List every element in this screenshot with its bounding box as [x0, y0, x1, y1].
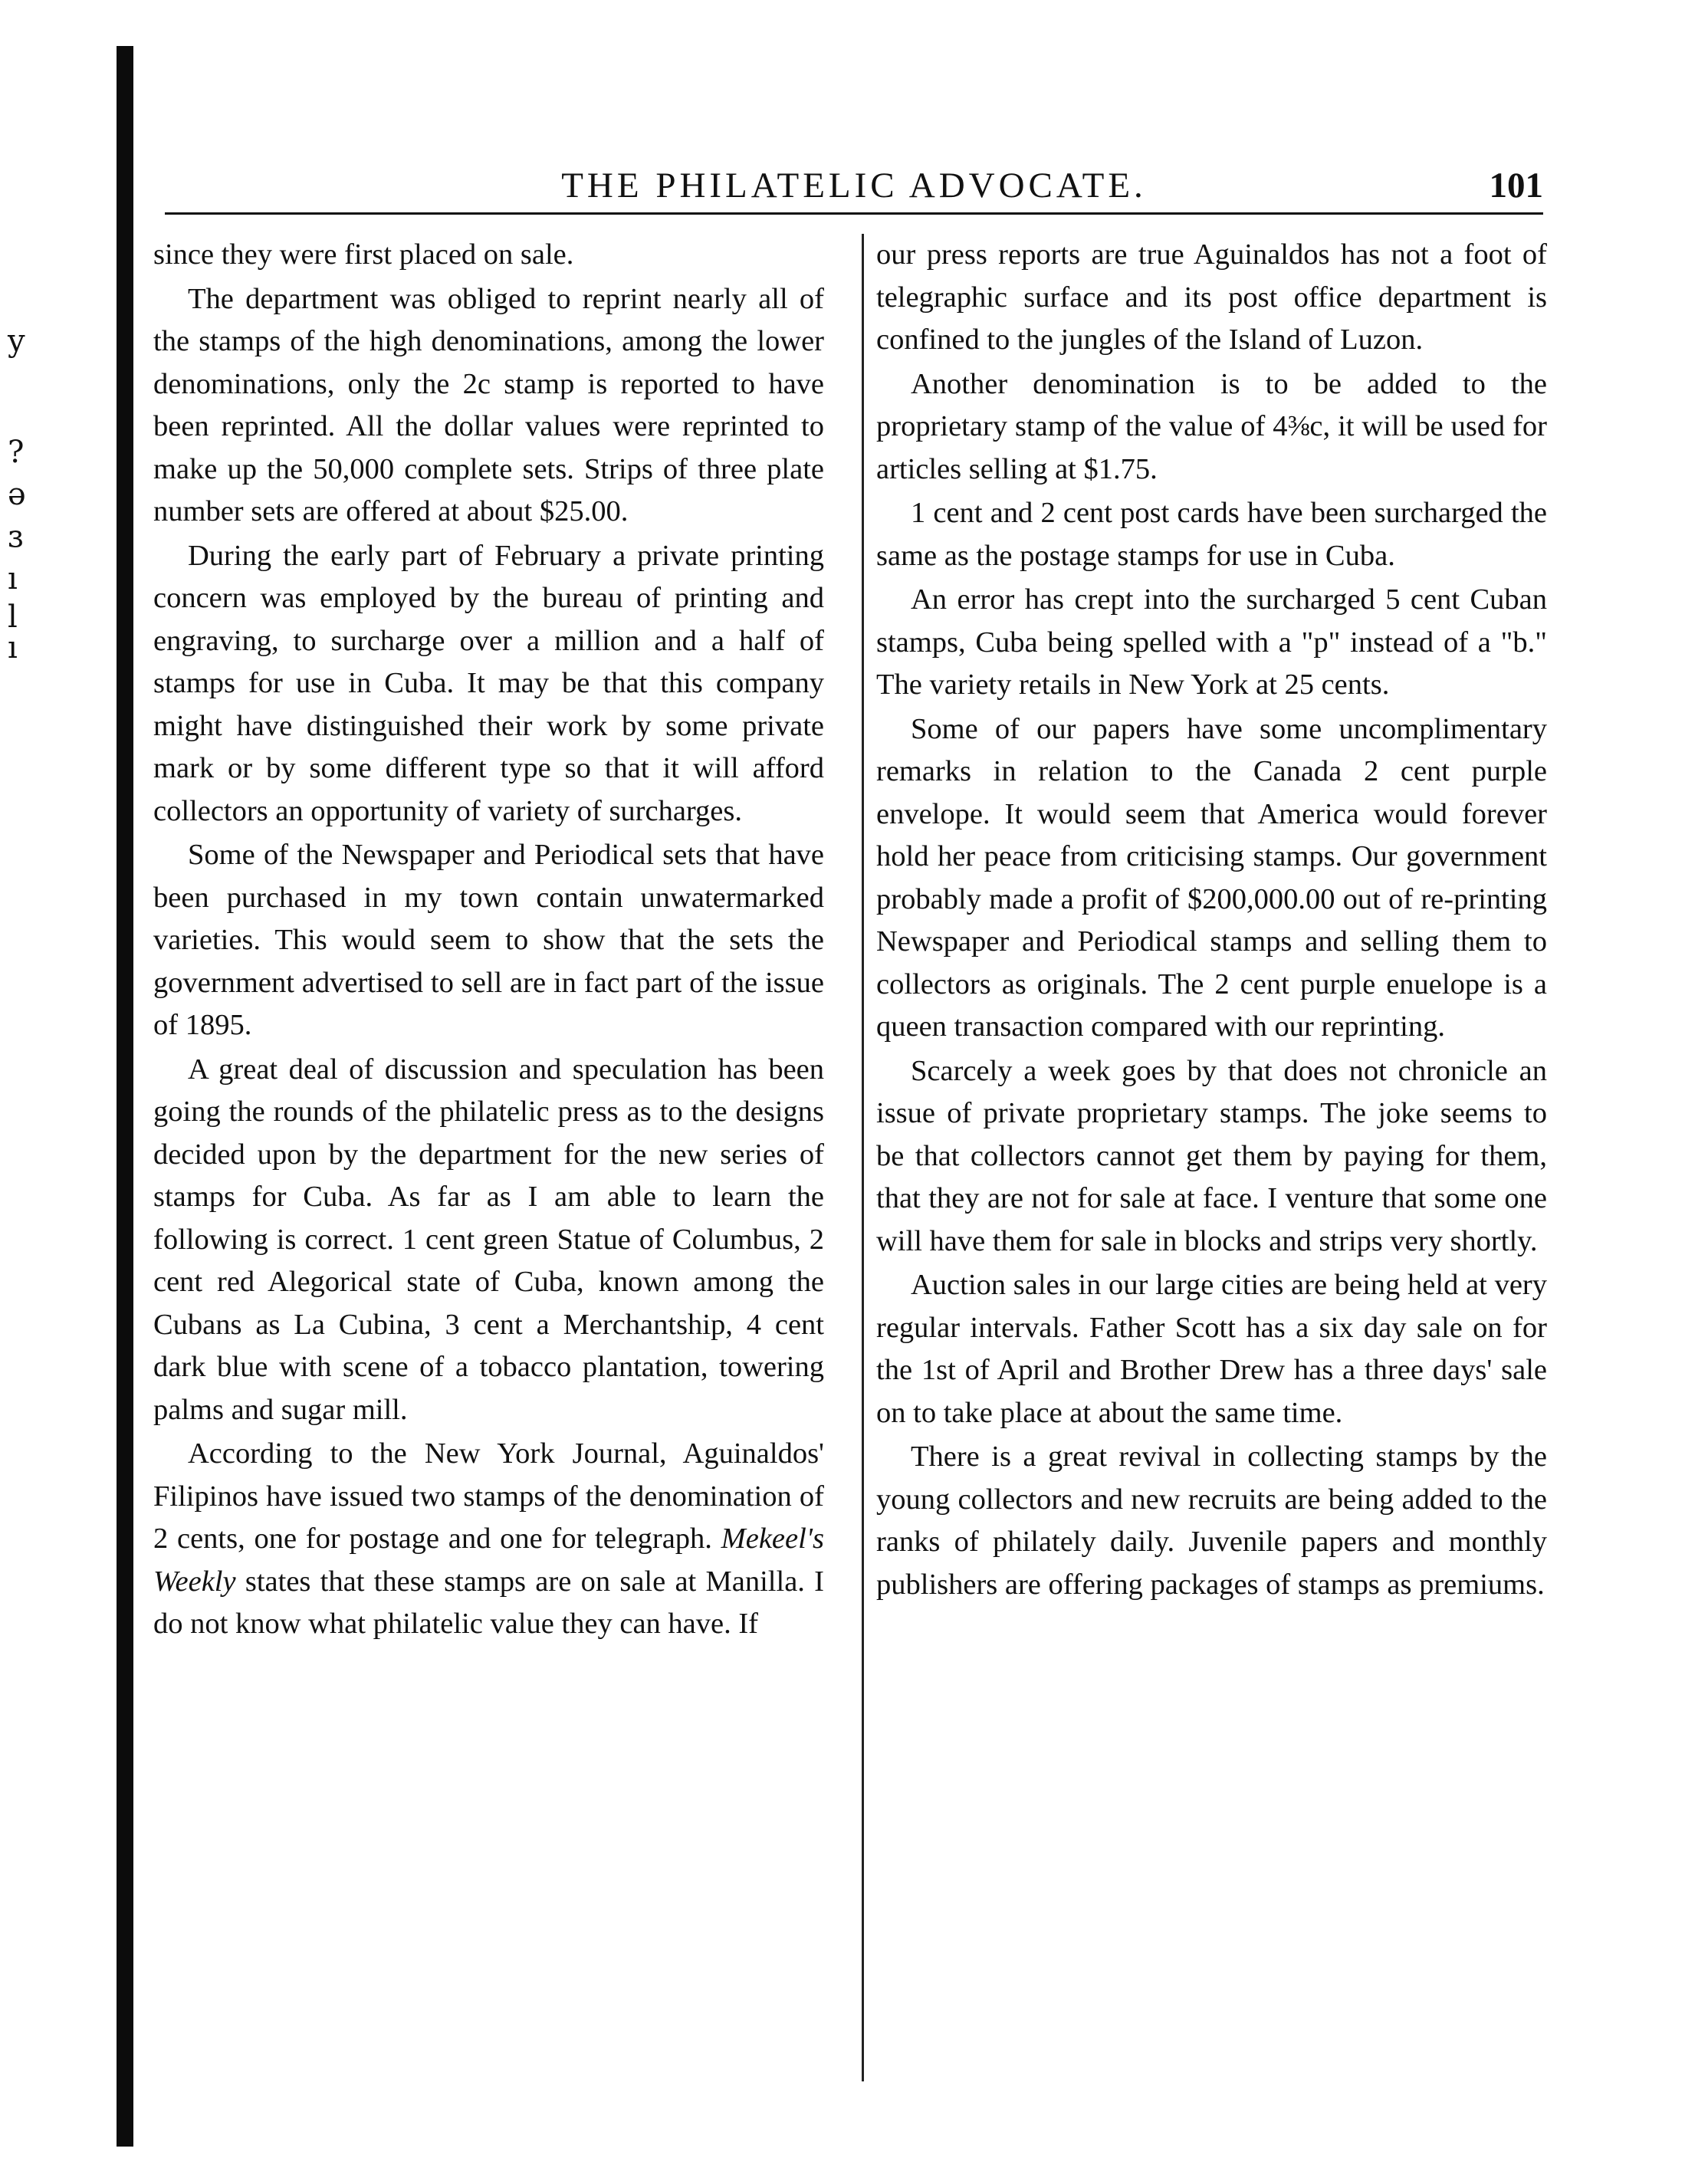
paragraph-text: states that these stamps are on sale at Manilla. I do not know what philatelic value they can have. If	[153, 1565, 824, 1640]
paragraph-text: According to the New York Journal, Aguinaldos' Filipinos have issued two stamps of the denomination of 2 cents, one for postage and one for telegraph.	[153, 1437, 824, 1555]
binding-edge	[117, 46, 133, 2147]
paragraph: Another denomination is to be added to the proprietary stamp of the value of 4⅜c, it will be used for articles selling at $1.75.	[876, 367, 1547, 485]
running-title: THE PHILATELIC ADVOCATE.	[561, 166, 1147, 205]
page-number: 101	[1489, 166, 1543, 205]
publication-name: Mekeel's Weekly	[153, 1523, 824, 1598]
paragraph: During the early part of February a private printing concern was employed by the bureau of printing and engraving, to surcharge over a million and a half of stamps for use in Cuba. It may be that this company might have distinguished their work by some private mark or by some different type so that it will afford collectors an opportunity of variety of surcharges.	[153, 539, 824, 827]
column-divider	[862, 234, 864, 2081]
margin-mark: ı	[8, 630, 18, 665]
paragraph: Auction sales in our large cities are being held at very regular intervals. Father Scott has a six day sale on for the 1st of April and Brother Drew has a three days' sale on to take place at about the same time.	[876, 1269, 1547, 1429]
paragraph: There is a great revival in collecting stamps by the young collectors and new recruits are being added to the ranks of philately daily. Juvenile papers and monthly publishers are offering packages of stamps as premiums.	[876, 1441, 1547, 1601]
left-margin-marks	[0, 0, 31, 767]
header-rule	[165, 212, 1543, 215]
right-column	[876, 234, 1547, 1608]
paragraph	[153, 1433, 824, 1646]
paragraph: 1 cent and 2 cent post cards have been surcharged the same as the postage stamps for use in Cuba.	[876, 497, 1547, 572]
paragraph: The department was obliged to reprint nearly all of the stamps of the high denominations, among the lower denominations, only the 2c stamp is reported to have been reprinted. All the dollar values were reprinted to make up the 50,000 complete sets. Strips of three plate number sets are offered at about $25.00.	[153, 282, 824, 527]
paragraph: Scarcely a week goes by that does not chronicle an issue of private proprietary stamps. The joke seems to be that collectors cannot get them by paying for them, that they are not for sale at face. I venture that some one will have them for sale in blocks and strips very shortly.	[876, 1054, 1547, 1257]
paragraph: An error has crept into the surcharged 5 cent Cuban stamps, Cuba being spelled with a "p" instead of a "b." The variety retails in New York at 25 cents.	[876, 583, 1547, 701]
left-column	[153, 234, 824, 1647]
margin-mark: ə	[8, 477, 26, 512]
paragraph: A great deal of discussion and speculation has been going the rounds of the philatelic press as to the designs decided upon by the department for the new series of stamps for Cuba. As far as I am able to learn the following is correct. 1 cent green Statue of Columbus, 2 cent red Alegorical state of Cuba, known among the Cubans as La Cubina, 3 cent a Merchantship, 4 cent dark blue with scene of a tobacco plantation, towering palms and sugar mill.	[153, 1053, 824, 1426]
margin-mark: ı	[8, 561, 18, 596]
margin-mark: l	[8, 600, 18, 635]
margin-mark: ?	[8, 435, 25, 470]
paragraph: since they were first placed on sale.	[153, 238, 574, 271]
page-header	[165, 157, 1543, 211]
paragraph: Some of our papers have some uncomplimentary remarks in relation to the Canada 2 cent purple envelope. It would seem that America would forever hold her peace from criticising stamps. Our government probably made a profit of $200,000.00 out of re-printing Newspaper and Periodical stamps and selling them to collectors as originals. The 2 cent purple enuelope is a queen transaction compared with our reprinting.	[876, 712, 1547, 1043]
margin-mark: ɜ	[8, 519, 24, 554]
paragraph: our press reports are true Aguinaldos has not a foot of telegraphic surface and its post office department is confined to the jungles of the Island of Luzon.	[876, 238, 1547, 356]
paragraph: Some of the Newspaper and Periodical sets that have been purchased in my town contain unwatermarked varieties. This would seem to show that the sets the government advertised to sell are in fact part of the issue of 1895.	[153, 839, 824, 1041]
margin-mark: y	[8, 324, 25, 359]
